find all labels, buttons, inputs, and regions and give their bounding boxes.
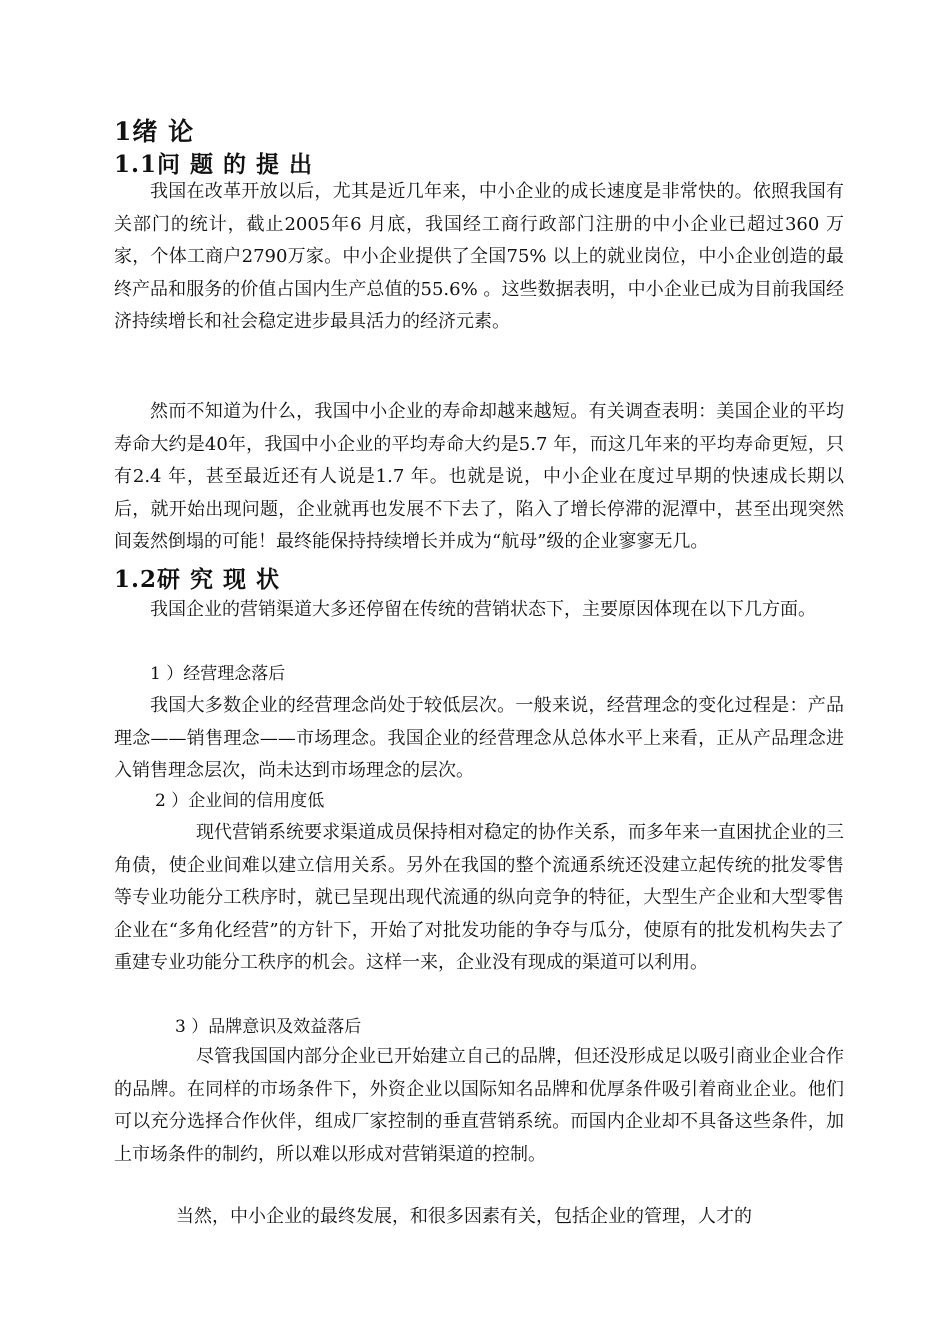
item-1-label: 1 ）经营理念落后 xyxy=(150,664,286,684)
section-1-1-paragraph-1: 我国在改革开放以后，尤其是近几年来，中小企业的成长速度是非常快的。依照我国有关部门的统计，截止2005年6 月底，我国经工商行政部门注册的中小企业已超过360 万家，个体工商户2790万家。中小企业提供了全国75% 以上的就业岗位，中小企业创造的最终产品和服务的价值占国内生产总值的55.6% 。这些数据表明，中小企业已成为目前我国经济持续增长和社会稳定进步最具活力的经济元素。 xyxy=(114,181,844,332)
section-1-1-paragraph-2: 然而不知道为什么，我国中小企业的寿命却越来越短。有关调查表明：美国企业的平均寿命大约是40年，我国中小企业的平均寿命大约是5.7 年，而这几年来的平均寿命更短，只有2.4 年，甚至最近还有人说是1.7 年。也就是说，中小企业在度过早期的快速成长期以后，就开始出现问题，企业就再也发展不下去了，陷入了增长停滞的泥潭中，甚至出现突然间轰然倒塌的可能！最终能保持持续增长并成为“航母”级的企业寥寥无几。 xyxy=(114,401,844,552)
closing-paragraph: 当然，中小企业的最终发展，和很多因素有关，包括企业的管理，人才的 xyxy=(176,1206,752,1227)
section-title-1-2: 1.2研 究 现 状 xyxy=(114,566,281,593)
item-2-text: 现代营销系统要求渠道成员保持相对稳定的协作关系，而多年来一直困扰企业的三角债，使企业间难以建立信用关系。另外在我国的整个流通系统还没建立起传统的批发零售等专业功能分工秩序时，就已呈现出现代流通的纵向竞争的特征，大型生产企业和大型零售企业在“多角化经营”的方针下，开始了对批发功能的争夺与瓜分，使原有的批发机构失去了重建专业功能分工秩序的机会。这样一来，企业没有现成的渠道可以利用。 xyxy=(114,822,844,973)
chapter-title: 1绪 论 xyxy=(114,117,195,146)
section-1-2-intro: 我国企业的营销渠道大多还停留在传统的营销状态下，主要原因体现在以下几方面。 xyxy=(150,599,816,620)
section-title-1-1: 1.1问 题 的 提 出 xyxy=(114,151,314,178)
item-3-label: 3 ）品牌意识及效益落后 xyxy=(175,1017,362,1037)
item-1-text: 我国大多数企业的经营理念尚处于较低层次。一般来说，经营理念的变化过程是：产品理念——销售理念——市场理念。我国企业的经营理念从总体水平上来看，正从产品理念进入销售理念层次，尚未达到市场理念的层次。 xyxy=(114,695,844,781)
item-2-label: 2 ）企业间的信用度低 xyxy=(155,791,325,811)
item-3-text: 尽管我国国内部分企业已开始建立自己的品牌，但还没形成足以吸引商业企业合作的品牌。在同样的市场条件下，外资企业以国际知名品牌和优厚条件吸引着商业企业。他们可以充分选择合作伙伴，组成厂家控制的垂直营销系统。而国内企业却不具备这些条件，加上市场条件的制约，所以难以形成对营销渠道的控制。 xyxy=(114,1046,844,1165)
